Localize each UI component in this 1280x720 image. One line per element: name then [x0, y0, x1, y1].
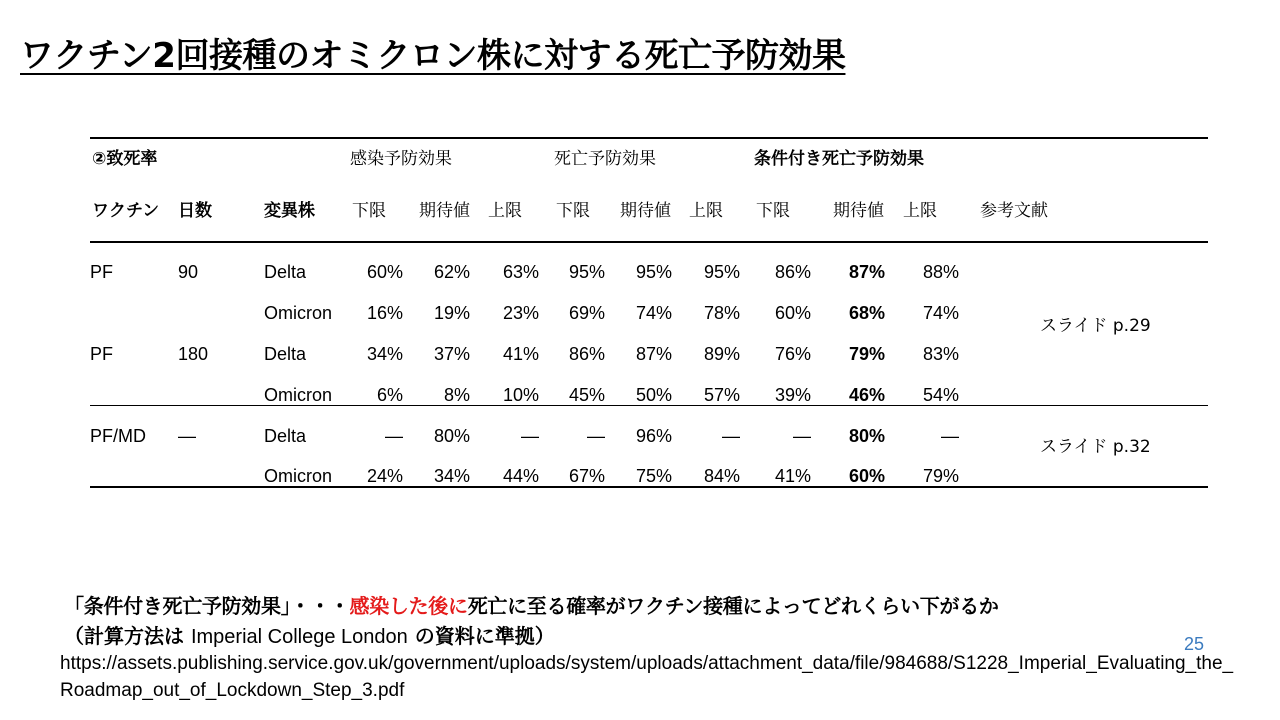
value-cell: 96% — [635, 426, 672, 446]
value-cell: 75% — [635, 466, 672, 486]
vaccine-cell: PF — [90, 344, 114, 364]
value-cell: 19% — [433, 303, 470, 323]
days-cell: 180 — [178, 344, 209, 364]
variant-cell: Delta — [264, 262, 307, 282]
value-cell: 34% — [433, 466, 470, 486]
value-cell: 74% — [635, 303, 672, 323]
value-cell: 60% — [366, 262, 403, 282]
value-cell: 34% — [366, 344, 403, 364]
method-source: Imperial College London — [190, 626, 408, 648]
reference-cell: スライド p.29 — [1040, 316, 1151, 336]
value-cell: 89% — [703, 344, 740, 364]
value-cell: 50% — [635, 385, 672, 405]
column-header: 期待値 — [833, 201, 884, 221]
value-cell: 95% — [568, 262, 605, 282]
column-header: 上限 — [689, 201, 723, 221]
value-cell: 80% — [433, 426, 470, 446]
days-cell: 90 — [178, 262, 199, 282]
value-cell: 16% — [366, 303, 403, 323]
vaccine-cell: PF/MD — [90, 426, 146, 446]
value-cell: — — [521, 426, 539, 446]
value-cell: 74% — [922, 303, 959, 323]
value-cell: 24% — [366, 466, 403, 486]
table-header-rule — [90, 241, 1208, 243]
section-label: ②致死率 — [92, 149, 158, 169]
column-header: 上限 — [488, 201, 522, 221]
value-cell: 83% — [922, 344, 959, 364]
note-highlight: 感染した後に — [349, 594, 468, 618]
method-text: の資料に準拠） — [407, 624, 555, 648]
value-cell: 87% — [635, 344, 672, 364]
column-header: 日数 — [178, 201, 212, 221]
page-number: 25 — [1184, 634, 1205, 654]
reference-cell: スライド p.32 — [1040, 437, 1151, 457]
value-cell: 95% — [703, 262, 740, 282]
value-cell: 67% — [568, 466, 605, 486]
table-group-divider — [90, 405, 1208, 406]
value-cell: 45% — [568, 385, 605, 405]
value-cell: 76% — [774, 344, 811, 364]
column-header: 上限 — [903, 201, 937, 221]
value-cell: 41% — [502, 344, 539, 364]
variant-cell: Delta — [264, 426, 307, 446]
value-cell: 68% — [848, 303, 885, 323]
slide-title: ワクチン2回接種のオミクロン株に対する死亡予防効果 — [20, 36, 846, 76]
vaccine-cell: PF — [90, 262, 114, 282]
value-cell: 62% — [433, 262, 470, 282]
variant-cell: Omicron — [264, 303, 333, 323]
value-cell: 8% — [443, 385, 470, 405]
method-note — [64, 620, 555, 649]
value-cell: 86% — [774, 262, 811, 282]
value-cell: 37% — [433, 344, 470, 364]
column-header: ワクチン — [92, 201, 160, 221]
group-header-infection: 感染予防効果 — [350, 149, 452, 169]
variant-cell: Delta — [264, 344, 307, 364]
table-top-rule — [90, 137, 1208, 139]
group-header-conditional: 条件付き死亡予防効果 — [754, 149, 924, 169]
value-cell: 63% — [502, 262, 539, 282]
value-cell: 95% — [635, 262, 672, 282]
value-cell: 39% — [774, 385, 811, 405]
value-cell: 84% — [703, 466, 740, 486]
value-cell: 86% — [568, 344, 605, 364]
value-cell: 78% — [703, 303, 740, 323]
value-cell: — — [793, 426, 811, 446]
value-cell: — — [941, 426, 959, 446]
column-header: 参考文献 — [980, 201, 1048, 221]
value-cell: 6% — [376, 385, 403, 405]
method-text: （計算方法は — [64, 624, 191, 648]
variant-cell: Omicron — [264, 466, 333, 486]
table-bottom-rule — [90, 486, 1208, 488]
value-cell: 60% — [774, 303, 811, 323]
value-cell: — — [587, 426, 605, 446]
variant-cell: Omicron — [264, 385, 333, 405]
value-cell: 87% — [848, 262, 885, 282]
value-cell: 41% — [774, 466, 811, 486]
column-header: 期待値 — [620, 201, 671, 221]
value-cell: 79% — [922, 466, 959, 486]
source-url[interactable]: https://assets.publishing.service.gov.uk/government/uploads/system/uploads/attachment_data/file/984688/S1228_Imperial_Evaluating_the_Roadmap_out_of_Lockdown_Step_3.pdf — [60, 653, 1234, 701]
value-cell: 10% — [502, 385, 539, 405]
value-cell: 88% — [922, 262, 959, 282]
column-header: 下限 — [352, 201, 386, 221]
note-text: 死亡に至る確率がワクチン接種によってどれくらい下がるか — [467, 594, 999, 618]
value-cell: 79% — [848, 344, 885, 364]
value-cell: 54% — [922, 385, 959, 405]
value-cell: 60% — [848, 466, 885, 486]
group-header-death: 死亡予防効果 — [554, 149, 656, 169]
note-text: 「条件付き死亡予防効果」・・・ — [64, 594, 350, 618]
column-header: 下限 — [756, 201, 790, 221]
value-cell: 23% — [502, 303, 539, 323]
value-cell: — — [385, 426, 403, 446]
value-cell: 80% — [848, 426, 885, 446]
column-header: 期待値 — [419, 201, 470, 221]
value-cell: — — [722, 426, 740, 446]
value-cell: 57% — [703, 385, 740, 405]
value-cell: 44% — [502, 466, 539, 486]
value-cell: 69% — [568, 303, 605, 323]
note-line — [64, 590, 999, 619]
column-header: 変異株 — [264, 201, 315, 221]
days-cell: — — [178, 426, 196, 446]
value-cell: 46% — [848, 385, 885, 405]
column-header: 下限 — [556, 201, 590, 221]
